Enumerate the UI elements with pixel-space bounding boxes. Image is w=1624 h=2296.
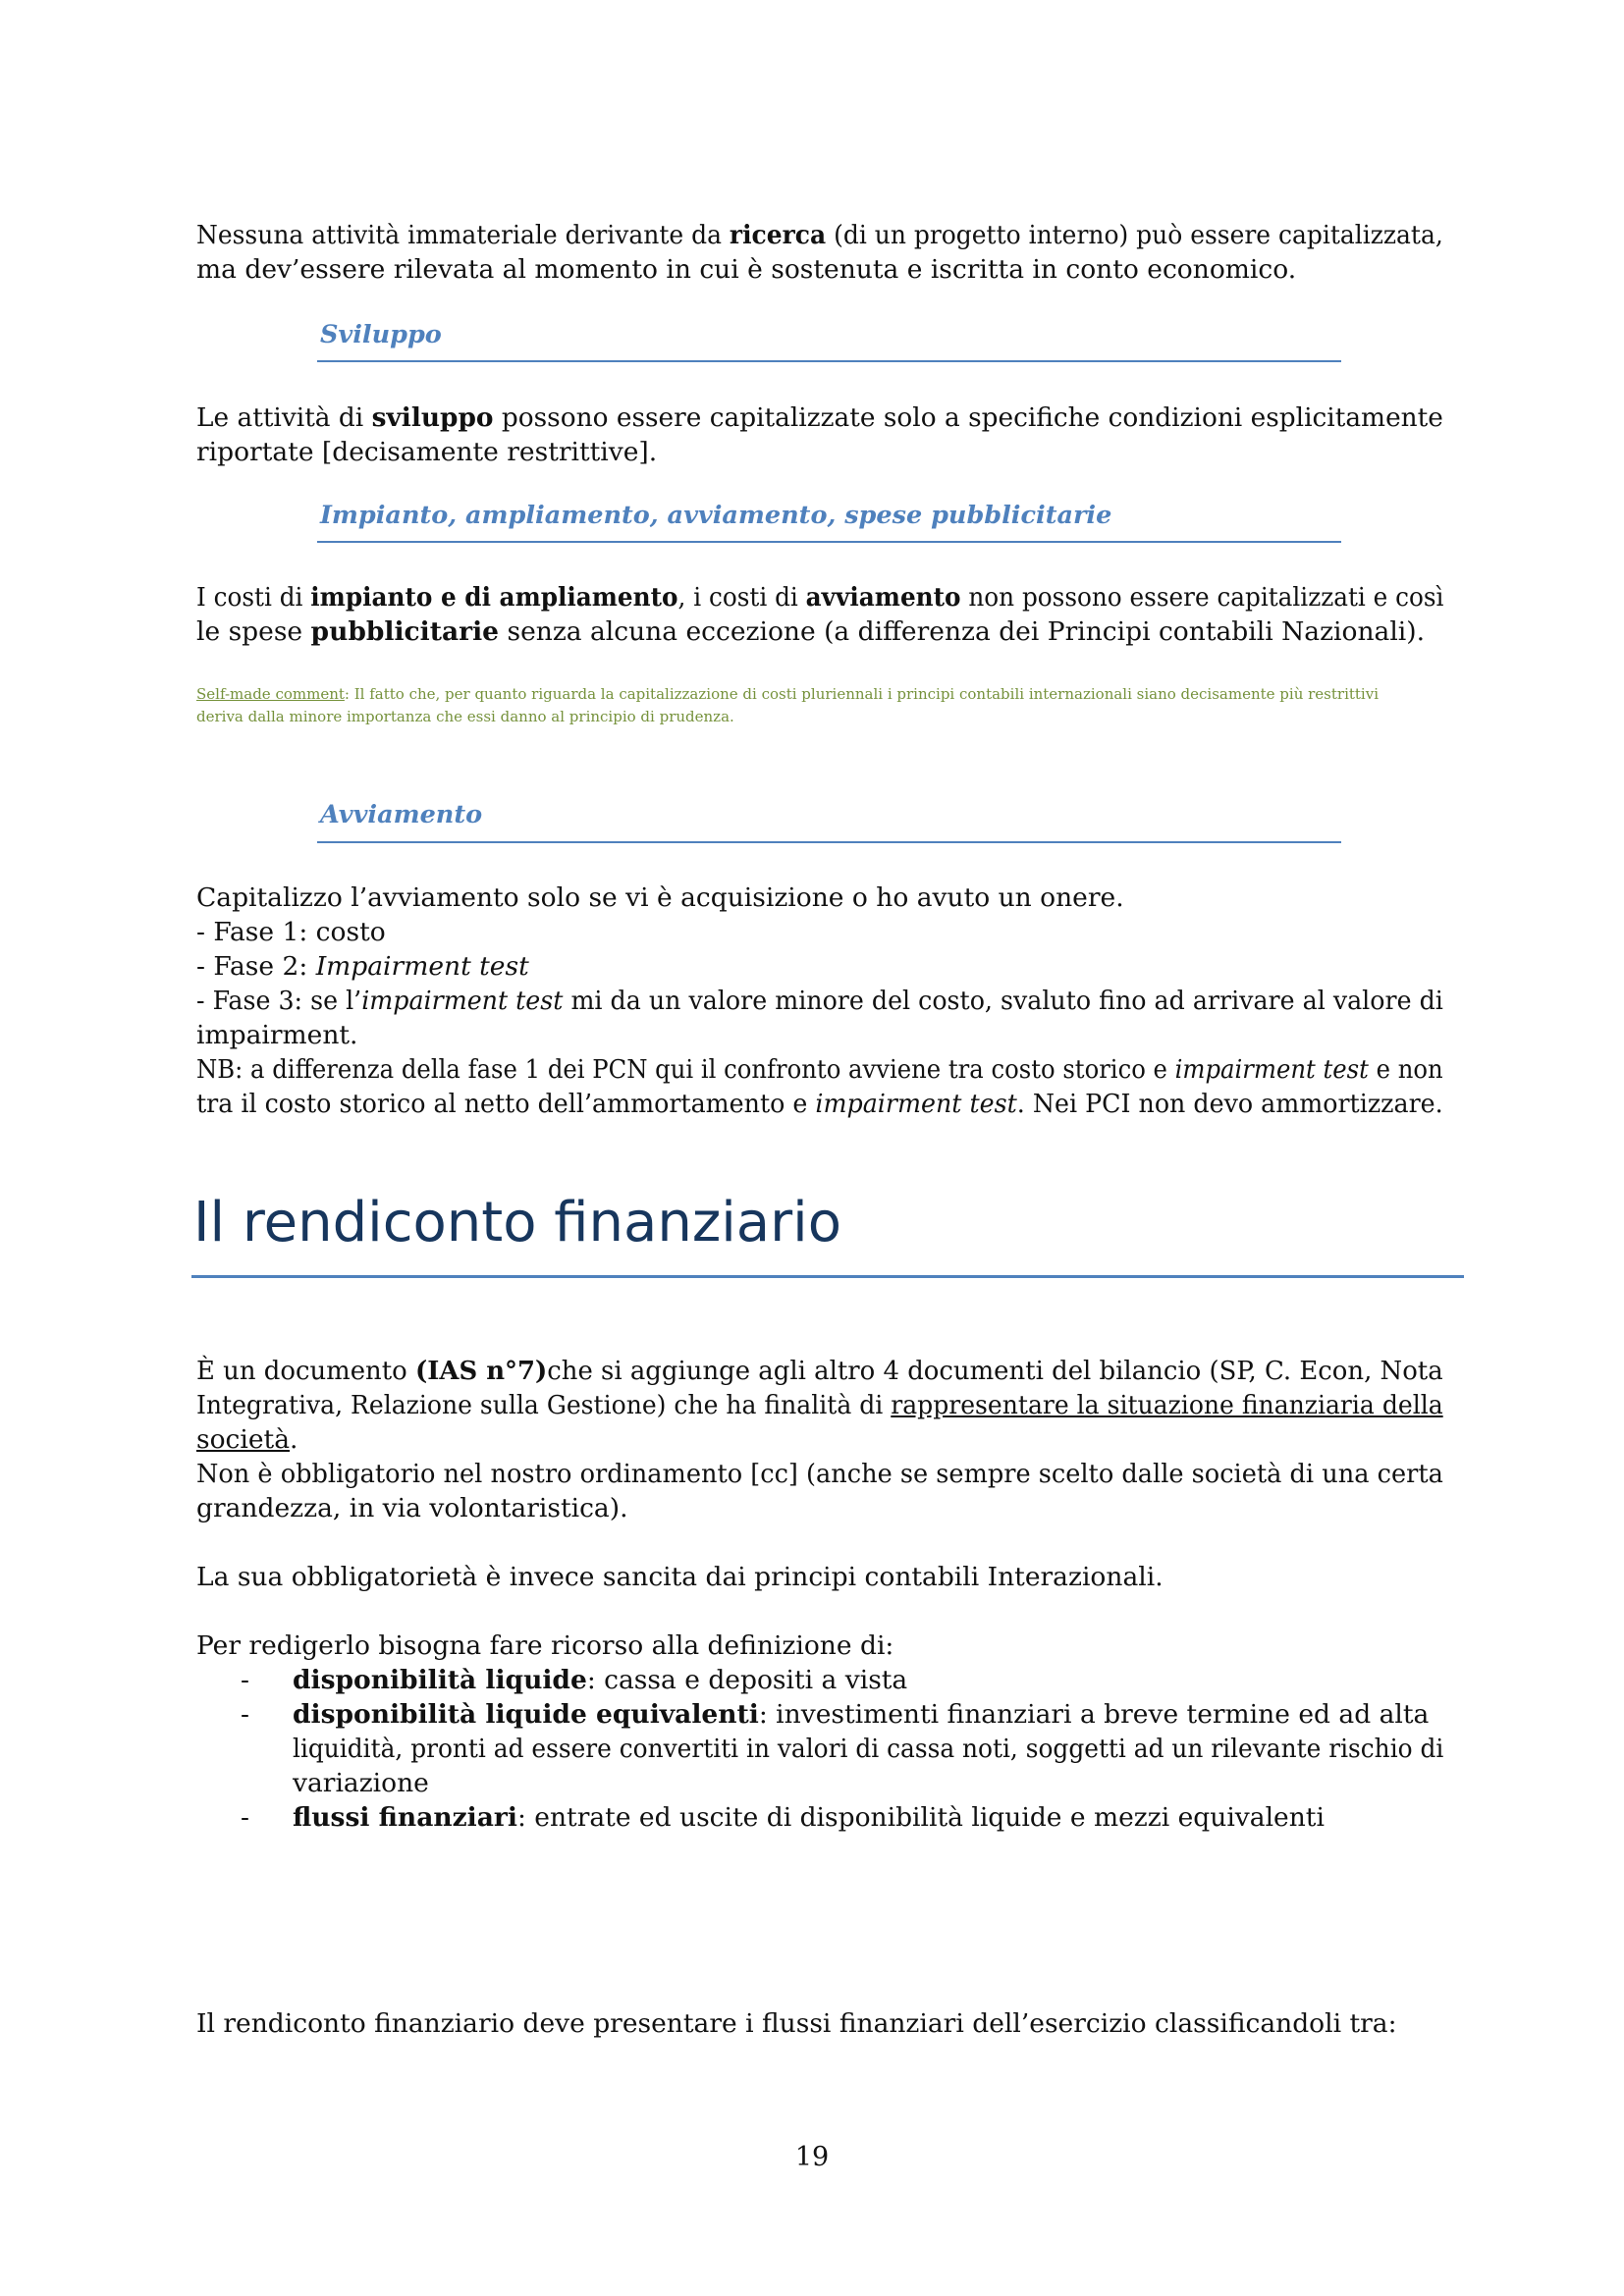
self-made-comment-line-1: Self-made comment: Il fatto che, per quanto riguarda la capitalizzazione di costi pluriennali i principi contabili internazionali siano decisamente più restrittivi xyxy=(196,685,1379,703)
chapter-title-rule xyxy=(191,1275,1464,1278)
bullet-flussi-finanziari: flussi finanziari: entrate ed uscite di disponibilità liquide e mezzi equivalenti xyxy=(293,1802,1325,1833)
sviluppo-heading-rule xyxy=(317,360,1341,362)
bullet-dash-1: - xyxy=(241,1665,249,1695)
rendiconto-line-7: Per redigerlo bisogna fare ricorso alla definizione di: xyxy=(196,1630,894,1661)
page-number: 19 xyxy=(794,2142,830,2172)
rendiconto-last-line: Il rendiconto finanziario deve presentare i flussi finanziari dell’esercizio classificandoli tra: xyxy=(196,2008,1397,2039)
sviluppo-paragraph-line-1: Le attività di sviluppo possono essere capitalizzate solo a specifiche condizioni esplicitamente xyxy=(196,402,1443,433)
sviluppo-paragraph-line-2: riportate [decisamente restrittive]. xyxy=(196,437,658,467)
impianto-paragraph-line-1: I costi di impianto e di ampliamento, i costi di avviamento non possono essere capitalizzati e così xyxy=(196,582,1444,613)
avviamento-line-1: Capitalizzo l’avviamento solo se vi è acquisizione o ho avuto un onere. xyxy=(196,882,1124,913)
avviamento-fase-1: - Fase 1: costo xyxy=(196,917,386,947)
bullet-disponibilita-equivalenti-line-3: variazione xyxy=(293,1768,429,1798)
rendiconto-line-4: Non è obbligatorio nel nostro ordinamento [cc] (anche se sempre scelto dalle società di una certa xyxy=(196,1459,1443,1489)
avviamento-heading: Avviamento xyxy=(320,800,483,829)
sviluppo-heading: Sviluppo xyxy=(320,320,442,349)
rendiconto-line-3: società. xyxy=(196,1424,298,1455)
avviamento-nb-line-2: tra il costo storico al netto dell’ammortamento e impairment test. Nei PCI non devo ammortizzare. xyxy=(196,1089,1443,1119)
avviamento-fase-3: - Fase 3: se l’impairment test mi da un valore minore del costo, svaluto fino ad arrivare al valore di xyxy=(196,986,1443,1016)
bullet-dash-3: - xyxy=(241,1802,249,1833)
bullet-disponibilita-equivalenti: disponibilità liquide equivalenti: investimenti finanziari a breve termine ed ad alta xyxy=(293,1699,1430,1730)
avviamento-fase-2: - Fase 2: Impairment test xyxy=(196,951,529,982)
chapter-title: Il rendiconto finanziario xyxy=(193,1191,841,1255)
bullet-dash-2: - xyxy=(241,1699,249,1730)
impianto-heading: Impianto, ampliamento, avviamento, spese pubblicitarie xyxy=(320,501,1112,530)
bullet-disponibilita-equivalenti-line-2: liquidità, pronti ad essere convertiti in valori di cassa noti, soggetti ad un rilevante rischio di xyxy=(293,1734,1444,1764)
rendiconto-line-5: grandezza, in via volontaristica). xyxy=(196,1493,628,1523)
self-made-comment-line-2: deriva dalla minore importanza che essi danno al principio di prudenza. xyxy=(196,708,734,725)
avviamento-heading-rule xyxy=(317,841,1341,843)
rendiconto-line-2: Integrativa, Relazione sulla Gestione) che ha finalità di rappresentare la situazione finanziaria della xyxy=(196,1390,1443,1420)
rendiconto-line-6: La sua obbligatorietà è invece sancita dai principi contabili Interazionali. xyxy=(196,1562,1164,1592)
avviamento-nb-line-1: NB: a differenza della fase 1 dei PCN qui il confronto avviene tra costo storico e impairment test e non xyxy=(196,1054,1443,1085)
impianto-paragraph-line-2: le spese pubblicitarie senza alcuna eccezione (a differenza dei Principi contabili Nazionali). xyxy=(196,616,1426,647)
bullet-disponibilita-liquide: disponibilità liquide: cassa e depositi a vista xyxy=(293,1665,908,1695)
impianto-heading-rule xyxy=(317,541,1341,543)
ricerca-paragraph-line-1: Nessuna attività immateriale derivante da ricerca (di un progetto interno) può essere capitalizzata, xyxy=(196,220,1443,250)
avviamento-fase-3-cont: impairment. xyxy=(196,1020,358,1050)
rendiconto-line-1: È un documento (IAS n°7)che si aggiunge agli altro 4 documenti del bilancio (SP, C. Econ, Nota xyxy=(196,1356,1443,1386)
ricerca-paragraph-line-2: ma dev’essere rilevata al momento in cui è sostenuta e iscritta in conto economico. xyxy=(196,254,1297,285)
